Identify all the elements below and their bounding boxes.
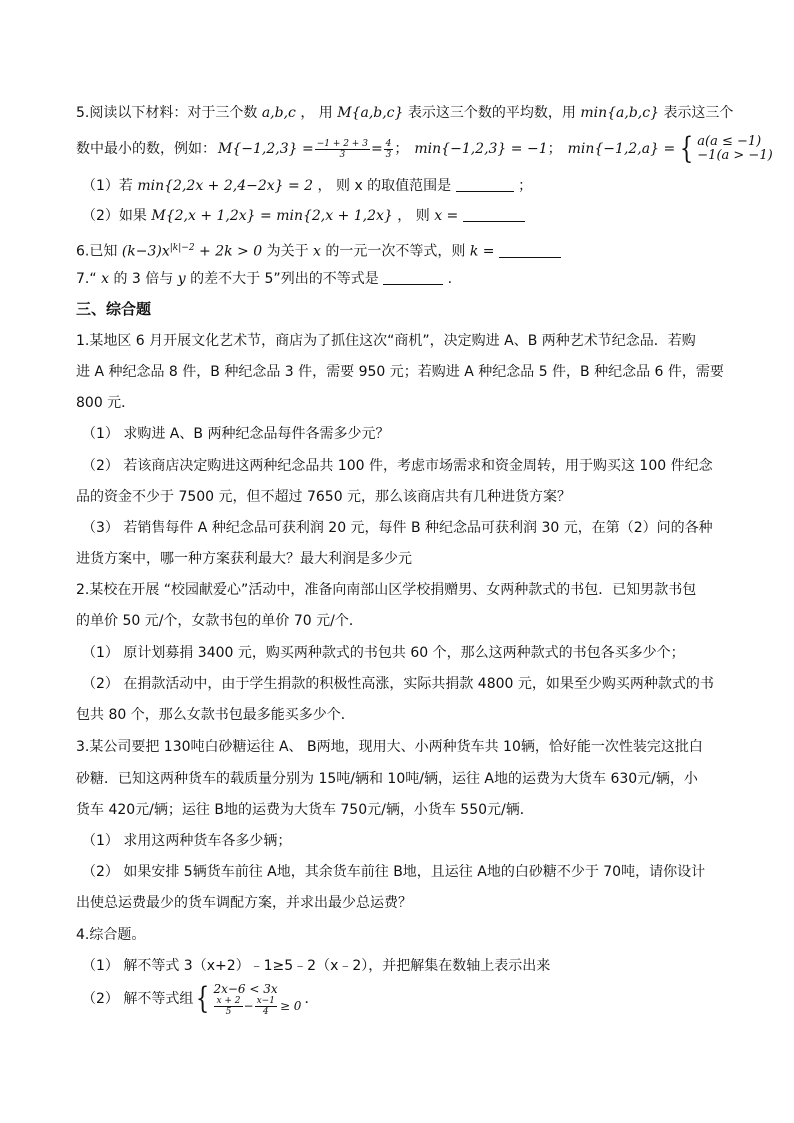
answer-blank[interactable] xyxy=(463,207,525,222)
p1-sub-3-a: （3） 若销售每件 A 种纪念品可获利润 20 元，每件 B 种纪念品可获利润 30 元，在第（2）问的各种 xyxy=(82,520,713,536)
fraction-denominator: 3 xyxy=(385,149,392,160)
p2-line-1: 2.某校在开展 “校园献爱心”活动中，准备向南部山区学校捐赠男、女两种款式的书包．已知男款书包 xyxy=(76,582,697,598)
p1-line-3: 800 元． xyxy=(76,395,136,411)
case-row-2: −1(a > −1) xyxy=(697,148,773,163)
period: ． xyxy=(304,991,319,1007)
p3-line-2: 砂糖．已知这两种货车的载质量分别为 15吨/辆和 10吨/辆，运往 A地的运费为大货车 630元/辆，小 xyxy=(76,771,698,787)
q7-line xyxy=(76,269,452,289)
answer-blank[interactable] xyxy=(383,270,443,285)
p3-sub-2-b: 出使总运费最少的货车调配方案，并求出最少总运费？ xyxy=(76,895,412,911)
q5-example-intro: 数中最小的数，例如： xyxy=(76,141,216,157)
q5-M-notation: M{a,b,c} xyxy=(337,105,404,121)
q6-k: k = xyxy=(469,243,495,260)
p2-sub-2-b: 包共 80 个，那么女款书包最多能买多少个． xyxy=(76,707,355,723)
equals-sign: = xyxy=(370,141,383,157)
q5-sub2-expression: M{2,x + 1,2x} = min{2,x + 1,2x} xyxy=(151,208,393,224)
section-heading: 三、综合题 xyxy=(76,300,152,318)
fraction-numerator: x + 2 xyxy=(216,995,241,1006)
p2-sub-1: （1） 原计划募捐 3400 元，购买两种款式的书包共 60 个，那么这两种款式的书包各买多少个； xyxy=(82,645,685,661)
system-row-1: 2x−6 < 3x xyxy=(213,981,278,996)
q6-line xyxy=(76,238,561,262)
q6-expression: (k−3)x xyxy=(121,243,170,260)
p1-sub-2-b: 品的资金不少于 7500 元，但不超过 7650 元，那么该商店共有几种进货方案？ xyxy=(76,489,572,505)
q5-sub2-text: ， 则 xyxy=(397,208,430,224)
q5-text-avg: 表示这三个数的平均数，用 xyxy=(407,105,576,121)
p1-sub-3-b: 进货方案中，哪一种方案获利最大？最大利润是多少元 xyxy=(76,551,412,567)
q5-min-example: min{−1,2,3} = −1 xyxy=(414,141,548,157)
p2-line-2: 的单价 50 元/个，女款书包的单价 70 元/个． xyxy=(76,613,363,629)
answer-blank[interactable] xyxy=(499,243,561,258)
inequality-system xyxy=(193,982,301,1017)
left-brace: { xyxy=(680,131,694,166)
p2-sub-2-a: （2） 在捐款活动中，由于学生捐款的积极性高涨，实际共捐款 4800 元，如果至少购买两种款式的书 xyxy=(82,676,714,692)
q5-intro: 5.阅读以下材料：对于三个数 xyxy=(76,105,258,121)
q6-exponent: |k|−2 xyxy=(169,243,195,253)
q7-x: x xyxy=(101,271,109,287)
q6-text: 为关于 xyxy=(266,243,309,260)
q5-sub1-expression: min{2,2x + 2,4−2x} = 2 xyxy=(137,178,314,194)
ge-zero: ≥ 0 xyxy=(279,999,302,1013)
system-row-2 xyxy=(213,996,301,1017)
p4-line-1: 4.综合题。 xyxy=(76,927,146,943)
period: . xyxy=(447,271,453,287)
q6-prefix: 6.已知 xyxy=(76,243,118,260)
left-brace: { xyxy=(196,981,210,1016)
sub-label: （2） 解不等式组 xyxy=(82,991,194,1007)
q5-text-end: 表示这三个 xyxy=(663,105,734,121)
q7-y: y xyxy=(177,271,186,287)
fraction-denominator: 5 xyxy=(225,1006,232,1017)
case-row-1: a(a ≤ −1) xyxy=(697,134,762,149)
q6-variable: x xyxy=(313,243,321,260)
p4-sub-1: （1） 解不等式 3（x+2）﹣1≥5﹣2（x﹣2），并把解集在数轴上表示出来 xyxy=(82,958,551,974)
q5-min-notation: min{a,b,c} xyxy=(580,105,659,121)
semicolon: ； xyxy=(394,141,409,157)
p1-sub-2-a: （2） 若该商店决定购进这两种纪念品共 100 件，考虑市场需求和资金周转，用于购买这 100 件纪念 xyxy=(82,458,713,474)
p1-line-2: 进 A 种纪念品 8 件，B 种纪念品 3 件，需要 950 元；若购进 A 种纪念品 5 件，B 种纪念品 6 件，需要 xyxy=(76,364,724,380)
q5-sub-2 xyxy=(82,206,525,226)
minus-sign: − xyxy=(243,999,254,1013)
q5-abc: a,b,c xyxy=(261,105,296,121)
fraction-denominator: 3 xyxy=(339,149,346,160)
semicolon: ； xyxy=(518,178,533,194)
q5-sep: ， 用 xyxy=(300,105,333,121)
p3-sub-1: （1） 求用这两种货车各多少辆； xyxy=(82,833,292,849)
answer-blank[interactable] xyxy=(456,177,514,192)
q5-sub1-text: ， 则 x 的取值范围是 xyxy=(317,178,452,194)
semicolon: ； xyxy=(547,141,562,157)
q5-line-2 xyxy=(76,131,773,166)
q5-fraction-2 xyxy=(384,139,394,160)
q7-text-2: 的 3 倍与 xyxy=(113,271,174,287)
p3-line-3: 货车 420元/辆；运往 B地的运费为大货车 750元/辆，小货车 550元/辆． xyxy=(76,802,534,818)
q5-min-case-label: min{−1,2,a} = xyxy=(567,141,676,157)
q5-sub2-var: x = xyxy=(434,208,459,224)
q7-text: 7.“ xyxy=(76,271,97,287)
fraction-numerator: 4 xyxy=(385,138,392,149)
fraction-numerator: −1 + 2 + 3 xyxy=(316,138,368,149)
sub-label: （2）如果 xyxy=(82,208,147,224)
fraction-numerator: x−1 xyxy=(256,995,275,1006)
p4-sub-2 xyxy=(82,981,318,1017)
q5-sub-1 xyxy=(82,176,532,196)
p1-sub-1: （1） 求购进 A、B 两种纪念品每件各需多少元？ xyxy=(82,426,390,442)
p3-sub-2-a: （2） 如果安排 5辆货车前往 A地，其余货车前往 B地，且运往 A地的白砂糖不少于 70吨，请你设计 xyxy=(82,864,706,880)
q7-text-3: 的差不大于 5”列出的不等式是 xyxy=(190,271,379,287)
q6-text-2: 的一元一次不等式，则 xyxy=(325,243,466,260)
q5-M-example: M{−1,2,3} = xyxy=(218,141,314,157)
q5-line-1 xyxy=(76,103,733,123)
p1-line-1: 1.某地区 6 月开展文化艺术节，商店为了抓住这次“商机”，决定购进 A、B 两种艺术节纪念品．若购 xyxy=(76,333,696,349)
p3-line-1: 3.某公司要把 130吨白砂糖运往 A、 B两地，现用大、小两种货车共 10辆，恰好能一次性装完这批白 xyxy=(76,739,703,755)
q5-piecewise xyxy=(677,131,773,166)
sub-label: （1）若 xyxy=(82,178,133,194)
fraction-denominator: 4 xyxy=(262,1006,269,1017)
q6-expression-rest: + 2k > 0 xyxy=(199,243,263,260)
q5-fraction-1 xyxy=(315,139,370,160)
